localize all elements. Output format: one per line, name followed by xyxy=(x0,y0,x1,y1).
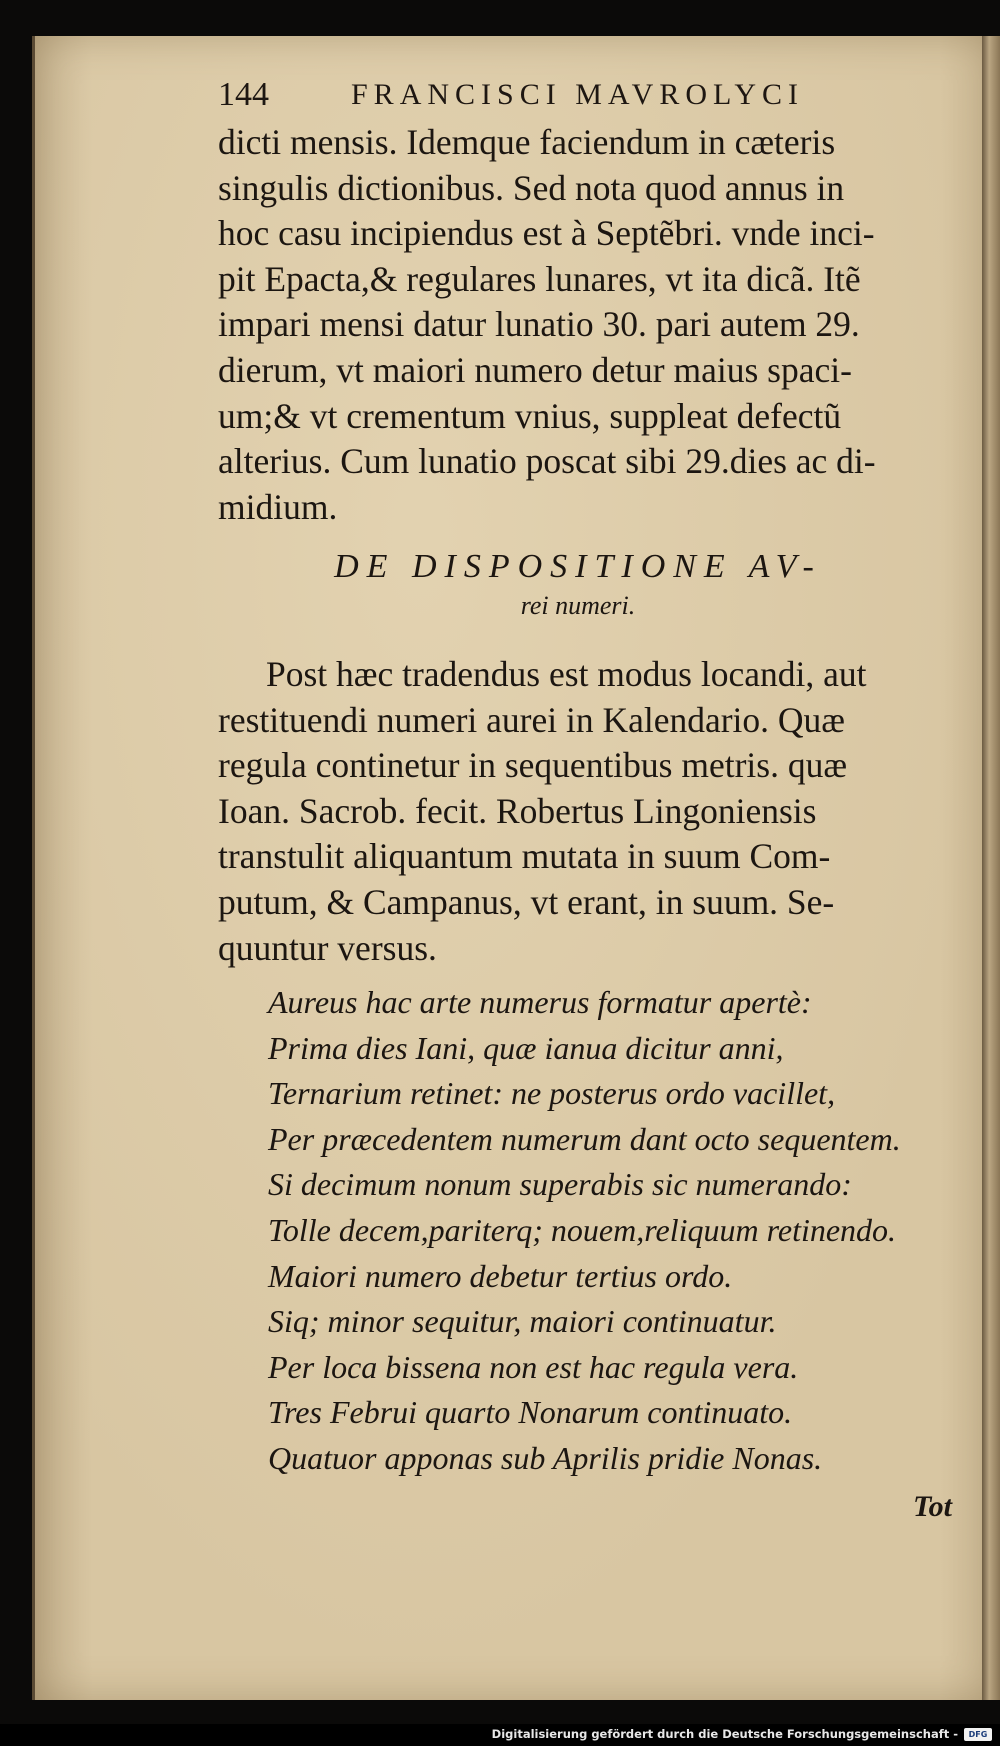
running-head: FRANCISCI MAVROLYCI xyxy=(351,78,805,111)
catchword: Tot xyxy=(913,1490,952,1523)
text-line: alterius. Cum lunatio poscat sibi 29.dies ac di- xyxy=(218,441,876,482)
heading-line: DE DISPOSITIONE AV- xyxy=(334,548,822,585)
paragraph-2 xyxy=(218,652,968,971)
text-line: midium. xyxy=(218,486,338,527)
text-line: dicti mensis. Idemque faciendum in cæteris xyxy=(218,122,836,162)
verse-line: Tres Februi quarto Nonarum continuato. xyxy=(268,1394,793,1431)
verse-block xyxy=(268,980,988,1482)
digitization-footer xyxy=(0,1724,1000,1746)
text-line: pit Epacta,& regulares lunares, vt ita dicã. Itẽ xyxy=(218,258,861,299)
text-line: dierum, vt maiori numero detur maius spaci- xyxy=(218,349,852,390)
text-line: um;& vt crementum vnius, suppleat defectũ xyxy=(218,395,842,436)
text-line: transtulit aliquantum mutata in suum Com- xyxy=(218,836,831,877)
heading-line: rei numeri. xyxy=(520,591,636,620)
text-line: Ioan. Sacrob. fecit. Robertus Lingoniensis xyxy=(218,790,817,831)
verse-line: Prima dies Iani, quæ ianua dicitur anni, xyxy=(268,1029,784,1066)
verse-line: Ternarium retinet: ne posterus ordo vacillet, xyxy=(268,1075,836,1112)
verse-line: Tolle decem,pariterq; nouem,reliquum retinendo. xyxy=(268,1211,897,1248)
verse-line: Siq; minor sequitur, maiori continuatur. xyxy=(268,1303,777,1340)
text-line: singulis dictionibus. Sed nota quod annus in xyxy=(218,167,845,208)
text-line: regula continetur in sequentibus metris. quæ xyxy=(218,745,848,786)
section-heading xyxy=(218,546,938,624)
verse-line: Aureus hac arte numerus formatur apertè: xyxy=(268,984,812,1020)
paragraph-1 xyxy=(218,120,968,530)
text-line: impari mensi datur lunatio 30. pari autem 29. xyxy=(218,304,860,345)
footer-credit: Digitalisierung gefördert durch die Deutsche Forschungsgemeinschaft - xyxy=(491,1727,958,1741)
text-line: putum, & Campanus, vt erant, in suum. Se- xyxy=(218,881,835,922)
verse-line: Per præcedentem numerum dant octo sequentem. xyxy=(268,1120,901,1157)
page-header xyxy=(218,76,938,116)
text-line: Post hæc tradendus est modus locandi, aut xyxy=(266,654,867,694)
dfg-logo-icon: DFG xyxy=(964,1728,992,1741)
verse-line: Maiori numero debetur tertius ordo. xyxy=(268,1257,733,1294)
verse-line: Si decimum nonum superabis sic numerando: xyxy=(268,1166,852,1203)
page-number: 144 xyxy=(218,76,269,113)
text-line: hoc casu incipiendus est à Septẽbri. vnde inci- xyxy=(218,213,875,254)
text-line: restituendi numeri aurei in Kalendario. Quæ xyxy=(218,699,845,740)
verse-line: Quatuor apponas sub Aprilis pridie Nonas. xyxy=(268,1439,823,1476)
verse-line: Per loca bissena non est hac regula vera. xyxy=(268,1348,799,1385)
text-line: quuntur versus. xyxy=(218,927,437,968)
